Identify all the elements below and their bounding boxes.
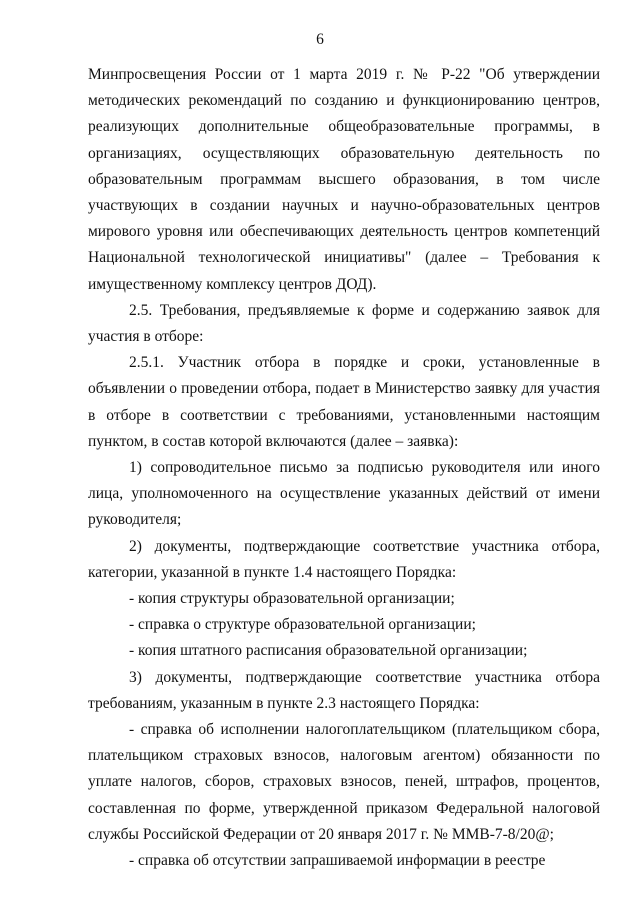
dash-item-staff-schedule-copy: - копия штатного расписания образовательной организации; bbox=[129, 642, 528, 660]
dash-item-structure-copy: - копия структуры образовательной организации; bbox=[129, 590, 455, 608]
list-item-3: 3) документы, подтверждающие соответствие участника отбора требованиям, указанным в пункте 2.3 настоящего Порядка: bbox=[88, 668, 600, 712]
dash-item-registry-certificate: - справка об отсутствии запрашиваемой информации в реестре bbox=[129, 852, 546, 870]
dash-item-tax-certificate: - справка об исполнении налогоплательщиком (плательщиком сбора, плательщиком страховых взносов, налоговым агентом) обязанности по уплате налогов, сборов, страховых взносов, пеней, штрафов, процентов, составленная по форме, утвержденной приказом Федеральной налоговой службы Российской Федерации от 20 января 2017 г. № ММВ-7-8/20@; bbox=[88, 721, 600, 843]
paragraph-2-5-1: 2.5.1. Участник отбора в порядке и сроки, установленные в объявлении о проведении отбора, подает в Министерство заявку для участия в отборе в соответствии с требованиями, установленными настоящим пунктом, в состав которой включаются (далее – заявка): bbox=[88, 354, 600, 450]
paragraph-2-5: 2.5. Требования, предъявляемые к форме и содержанию заявок для участия в отборе: bbox=[88, 301, 600, 346]
list-item-1: 1) сопроводительное письмо за подписью руководителя или иного лица, уполномоченного на осуществление указанных действий от имени руководителя; bbox=[88, 459, 600, 529]
page-body bbox=[88, 62, 600, 874]
paragraph-continuation: Минпросвещения России от 1 марта 2019 г. № Р-22 "Об утверждении методических рекомендаций по созданию и функционированию центров, реализующих дополнительные общеобразовательные программы, в организациях, осуществляющих образовательную деятельность по образовательным программам высшего образования, в том числе участвующих в создании научных и научно-образовательных центров мирового уровня или обеспечивающих деятельность центров компетенций Национальной технологической инициативы" (далее – Требования к имущественному комплексу центров ДОД). bbox=[88, 66, 600, 293]
page-number: 6 bbox=[316, 31, 324, 48]
dash-item-structure-certificate: - справка о структуре образовательной организации; bbox=[129, 616, 476, 634]
list-item-2: 2) документы, подтверждающие соответствие участника отбора, категории, указанной в пункте 1.4 настоящего Порядка: bbox=[88, 537, 600, 581]
